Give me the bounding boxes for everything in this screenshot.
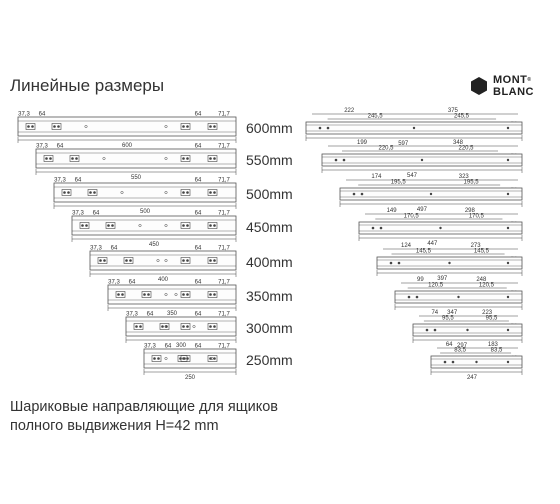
dim-label: 64 bbox=[194, 311, 202, 318]
hole bbox=[213, 325, 216, 328]
hole bbox=[507, 296, 509, 298]
hole bbox=[421, 159, 423, 161]
hole bbox=[209, 325, 212, 328]
hole bbox=[135, 325, 138, 328]
dim-label: 64 bbox=[146, 311, 154, 318]
dim-label: 71,7 bbox=[218, 311, 230, 318]
hole bbox=[182, 357, 185, 360]
hole bbox=[213, 259, 216, 262]
dim-label: 375 bbox=[447, 108, 458, 114]
dim-label: 348 bbox=[452, 140, 464, 146]
hole bbox=[103, 259, 106, 262]
dim-label: 124 bbox=[400, 243, 412, 249]
left-slide-250mm bbox=[144, 344, 293, 382]
dim-label: 199 bbox=[356, 140, 368, 146]
dim-label: 64 bbox=[56, 143, 64, 150]
dim-label: 37,3 bbox=[36, 143, 48, 150]
length-label: 600 bbox=[121, 143, 133, 149]
dim-label: 298 bbox=[464, 208, 475, 214]
hole bbox=[182, 224, 185, 227]
hole bbox=[213, 224, 216, 227]
hole bbox=[413, 127, 415, 129]
total-label: 497 bbox=[416, 207, 427, 213]
hole bbox=[31, 125, 34, 128]
dim-label: 323 bbox=[458, 174, 469, 180]
total-label: 397 bbox=[437, 276, 448, 282]
dim-label: 145,5 bbox=[415, 248, 431, 255]
dim-label: 64 bbox=[194, 177, 202, 184]
hole bbox=[27, 125, 30, 128]
hole bbox=[186, 325, 189, 328]
dim-label: 71,7 bbox=[218, 177, 230, 184]
hole bbox=[434, 329, 437, 332]
footer-line-2: полного выдвижения H=42 mm bbox=[10, 418, 219, 434]
hole bbox=[213, 157, 216, 160]
hole bbox=[121, 293, 124, 296]
hole bbox=[186, 357, 189, 360]
dim-label: 37,3 bbox=[72, 210, 84, 217]
dim-label: 220,5 bbox=[458, 145, 474, 152]
footer-line-1: Шариковые направляющие для ящиков bbox=[10, 399, 278, 415]
hole bbox=[186, 125, 189, 128]
dim-label: 37,3 bbox=[108, 279, 120, 286]
total-label: 547 bbox=[406, 173, 418, 179]
hole bbox=[507, 127, 509, 129]
hole bbox=[89, 191, 92, 194]
hole bbox=[186, 157, 189, 160]
rail-body bbox=[54, 183, 236, 202]
dim-label: 64 bbox=[194, 111, 202, 118]
hole bbox=[182, 293, 185, 296]
dim-label: 223 bbox=[482, 310, 493, 316]
hole bbox=[209, 191, 212, 194]
dim-label: 95,5 bbox=[442, 315, 454, 322]
hole bbox=[161, 325, 164, 328]
dim-label: 64 bbox=[110, 245, 118, 252]
page-title: Линейные размеры bbox=[10, 76, 165, 95]
hole bbox=[71, 157, 74, 160]
right-slide-297 bbox=[413, 310, 522, 349]
total-label: 447 bbox=[427, 241, 438, 247]
length-label: 450 bbox=[148, 242, 160, 248]
hole bbox=[408, 296, 411, 299]
right-slide-347 bbox=[395, 277, 522, 316]
length-label: 550 bbox=[130, 175, 142, 181]
left-slide-550mm bbox=[36, 144, 293, 182]
hole bbox=[213, 357, 216, 360]
dim-label: 64 bbox=[194, 279, 202, 286]
dim-label: 220,5 bbox=[378, 145, 394, 152]
dim-label: 120,5 bbox=[428, 282, 444, 289]
dim-label: 170,5 bbox=[403, 213, 419, 220]
hole bbox=[57, 125, 60, 128]
dim-label: 64 bbox=[445, 342, 453, 348]
left-slide-400mm bbox=[90, 246, 293, 284]
rail-body bbox=[36, 149, 236, 168]
hole bbox=[457, 296, 459, 298]
total-label: 297 bbox=[457, 343, 468, 349]
dim-label: 64 bbox=[74, 177, 82, 184]
dim-label: 64 bbox=[92, 210, 100, 217]
dim-label: 248 bbox=[476, 277, 487, 283]
dim-label: 71,7 bbox=[218, 279, 230, 286]
dim-label: 71,7 bbox=[218, 143, 230, 150]
dim-label: 273 bbox=[470, 243, 481, 249]
hole bbox=[213, 125, 216, 128]
hole bbox=[81, 224, 84, 227]
dim-label: 170,5 bbox=[468, 213, 484, 220]
hole bbox=[157, 357, 160, 360]
hole bbox=[99, 259, 102, 262]
size-label: 300mm bbox=[246, 320, 293, 336]
right-slide-447 bbox=[359, 208, 522, 247]
dim-label: 195,5 bbox=[463, 179, 479, 186]
length-label: 300 bbox=[175, 343, 187, 349]
dim-label: 222 bbox=[344, 108, 355, 114]
hole bbox=[209, 125, 212, 128]
right-slide-247 bbox=[431, 342, 522, 381]
hole bbox=[213, 191, 216, 194]
hole bbox=[353, 193, 356, 196]
brand-name: MONT® BLANC bbox=[493, 74, 534, 98]
hole bbox=[49, 157, 52, 160]
size-label: 600mm bbox=[246, 120, 293, 136]
right-slide-497 bbox=[340, 174, 522, 213]
hole bbox=[45, 157, 48, 160]
size-label: 350mm bbox=[246, 288, 293, 304]
right-slide-397 bbox=[377, 243, 522, 282]
dim-label: 37,3 bbox=[90, 245, 102, 252]
size-label: 400mm bbox=[246, 254, 293, 270]
dim-label: 64 bbox=[128, 279, 136, 286]
dim-label: 37,3 bbox=[144, 343, 156, 350]
hole bbox=[209, 157, 212, 160]
hole bbox=[507, 329, 509, 331]
size-label: 250mm bbox=[246, 352, 293, 368]
size-label: 450mm bbox=[246, 219, 293, 235]
hole bbox=[380, 227, 383, 230]
hole bbox=[343, 159, 346, 162]
dim-label: 83,5 bbox=[454, 347, 466, 354]
hole bbox=[53, 125, 56, 128]
dim-label: 37,3 bbox=[54, 177, 66, 184]
hole bbox=[335, 159, 338, 162]
hole bbox=[209, 259, 212, 262]
footer-caption bbox=[10, 398, 278, 436]
dim-label: 195,5 bbox=[390, 179, 406, 186]
dim-label: 71,7 bbox=[218, 343, 230, 350]
hole bbox=[439, 227, 441, 229]
hole bbox=[182, 325, 185, 328]
length-label: 350 bbox=[166, 311, 178, 317]
hole bbox=[466, 329, 468, 331]
dim-label: 37,3 bbox=[126, 311, 138, 318]
length-label: 400 bbox=[157, 277, 169, 283]
hole bbox=[430, 193, 432, 195]
right-slide-597 bbox=[306, 108, 522, 147]
dim-label: 83,5 bbox=[490, 347, 503, 354]
size-label: 550mm bbox=[246, 152, 293, 168]
hole bbox=[186, 259, 189, 262]
total-label: 347 bbox=[447, 310, 458, 316]
dim-label: 71,7 bbox=[218, 245, 230, 252]
right-slide-547 bbox=[322, 140, 522, 179]
hole bbox=[111, 224, 114, 227]
hole bbox=[125, 259, 128, 262]
hole bbox=[507, 227, 509, 229]
hole bbox=[448, 262, 450, 264]
hole bbox=[507, 262, 509, 264]
hole bbox=[63, 191, 66, 194]
hole bbox=[372, 227, 375, 230]
hole bbox=[179, 357, 182, 360]
dim-label: 245,5 bbox=[454, 113, 470, 120]
hole bbox=[186, 191, 189, 194]
left-slide-450mm bbox=[72, 211, 293, 249]
total-label: 597 bbox=[398, 141, 409, 147]
hole bbox=[426, 329, 429, 332]
dim-label: 64 bbox=[194, 143, 202, 150]
dim-label: 71,7 bbox=[218, 111, 230, 118]
hole bbox=[182, 125, 185, 128]
hole bbox=[182, 191, 185, 194]
hole bbox=[507, 193, 509, 195]
dim-label: 64 bbox=[194, 210, 202, 217]
hole bbox=[117, 293, 120, 296]
dim-label: 145,5 bbox=[473, 248, 489, 255]
dim-label: 183 bbox=[487, 342, 498, 348]
dim-label: 64 bbox=[38, 111, 46, 118]
dim-label: 64 bbox=[194, 245, 202, 252]
hole bbox=[182, 259, 185, 262]
length-label: 500 bbox=[139, 209, 151, 215]
hole bbox=[452, 361, 455, 364]
hole bbox=[213, 293, 216, 296]
hole bbox=[129, 259, 132, 262]
dim-label: 99 bbox=[417, 277, 424, 283]
hole bbox=[139, 325, 142, 328]
hole bbox=[361, 193, 364, 196]
hole bbox=[327, 127, 330, 130]
dim-label: 95,5 bbox=[485, 315, 498, 322]
hole bbox=[182, 157, 185, 160]
hole bbox=[390, 262, 393, 265]
total-label: 247 bbox=[466, 375, 477, 381]
length-label: 250 bbox=[184, 375, 196, 381]
dim-label: 149 bbox=[386, 208, 397, 214]
hole bbox=[93, 191, 96, 194]
dim-label: 64 bbox=[194, 343, 202, 350]
hole bbox=[507, 159, 509, 161]
hole bbox=[186, 293, 189, 296]
dim-label: 174 bbox=[371, 174, 382, 180]
hole bbox=[209, 224, 212, 227]
hole bbox=[147, 293, 150, 296]
rail-body bbox=[18, 117, 236, 136]
dim-label: 120,5 bbox=[478, 282, 494, 289]
dim-label: 245,5 bbox=[367, 113, 383, 120]
hole bbox=[85, 224, 88, 227]
dim-label: 71,7 bbox=[218, 210, 230, 217]
dim-label: 64 bbox=[164, 343, 172, 350]
hole bbox=[67, 191, 70, 194]
hole bbox=[75, 157, 78, 160]
hole bbox=[143, 293, 146, 296]
dim-label: 37,3 bbox=[18, 111, 30, 118]
hole bbox=[416, 296, 419, 299]
hole bbox=[507, 361, 509, 363]
hole bbox=[475, 361, 477, 363]
hole bbox=[398, 262, 401, 265]
dim-label: 74 bbox=[431, 310, 439, 316]
left-slide-500mm bbox=[54, 178, 293, 216]
hole bbox=[319, 127, 322, 130]
size-label: 500mm bbox=[246, 186, 293, 202]
hole bbox=[186, 224, 189, 227]
hole bbox=[107, 224, 110, 227]
hole bbox=[209, 293, 212, 296]
hole bbox=[153, 357, 156, 360]
hole bbox=[444, 361, 447, 364]
